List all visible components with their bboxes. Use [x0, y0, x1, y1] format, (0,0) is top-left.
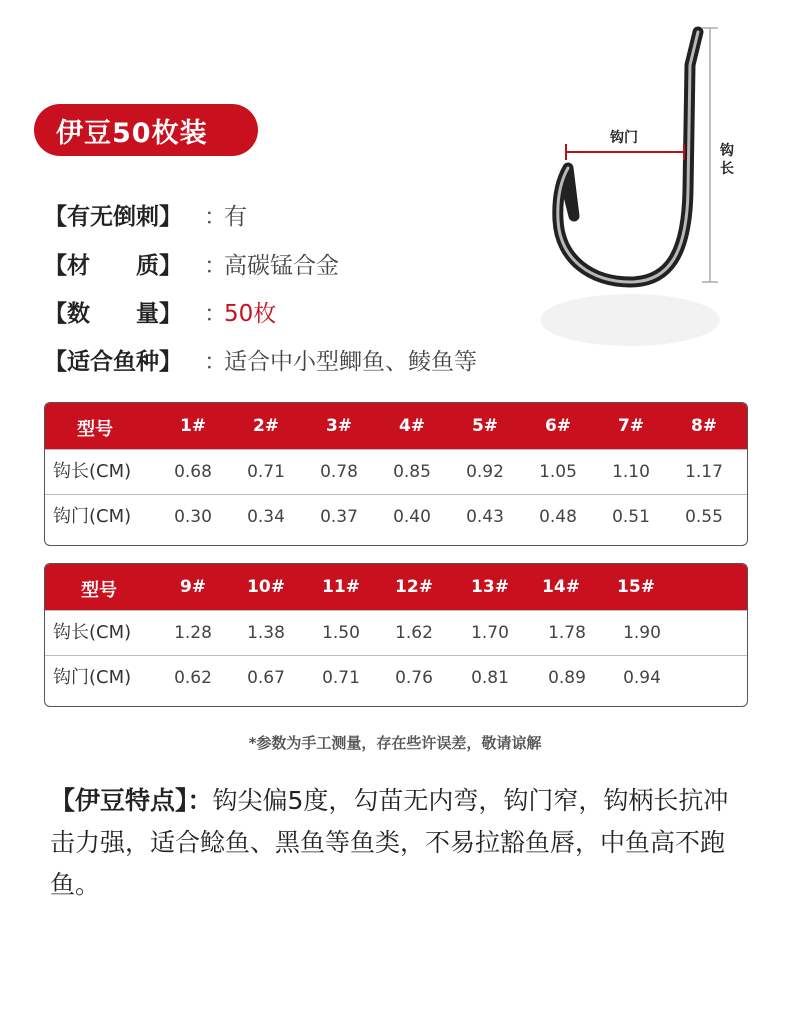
- table-cell: 0.94: [623, 668, 661, 688]
- header-cell: 5#: [471, 416, 499, 436]
- header-cell: 10#: [247, 577, 285, 597]
- table-cell: 0.51: [612, 507, 650, 527]
- spec-table-1: [44, 402, 748, 546]
- header-cell: 8#: [690, 416, 718, 436]
- table-cell: 0.48: [539, 507, 577, 527]
- features-label: 【伊豆特点】：: [50, 786, 213, 815]
- header-cell: 15#: [617, 577, 655, 597]
- table-cell: 0.89: [548, 668, 586, 688]
- product-title: 伊豆50枚装: [56, 117, 208, 149]
- table-cell: 0.78: [320, 462, 358, 482]
- spec-label: 【适合鱼种】: [44, 348, 182, 375]
- row-label: 钩长(CM): [53, 622, 132, 643]
- hook-icon: [558, 32, 698, 282]
- table-row: [45, 449, 747, 494]
- spec-value: 50枚: [224, 300, 277, 327]
- table-cell: 1.70: [471, 623, 509, 643]
- spec-row-fish: [44, 342, 477, 376]
- measurement-note: *参数为手工测量，存在些许误差，敬请谅解: [248, 734, 542, 752]
- table-cell: 0.68: [174, 462, 212, 482]
- header-cell: 14#: [542, 577, 580, 597]
- spec-value: 高碳锰合金: [224, 252, 339, 279]
- features-paragraph: [50, 780, 750, 906]
- table-cell: 0.76: [395, 668, 433, 688]
- table-row: [45, 610, 747, 655]
- header-cell: 7#: [617, 416, 645, 436]
- row-label: 钩长(CM): [53, 461, 132, 482]
- spec-label: 【有无倒刺】: [44, 203, 182, 230]
- header-cell: 4#: [398, 416, 426, 436]
- table-cell: 1.28: [174, 623, 212, 643]
- header-cell: 6#: [544, 416, 572, 436]
- table-header: [45, 403, 747, 449]
- length-label-2: 长: [720, 161, 734, 177]
- spec-label: 【材 质】: [44, 252, 182, 279]
- table-cell: 0.71: [247, 462, 285, 482]
- table-cell: 0.43: [466, 507, 504, 527]
- table-cell: 1.17: [685, 462, 723, 482]
- table-cell: 0.67: [247, 668, 285, 688]
- table-cell: 1.10: [612, 462, 650, 482]
- header-cell: 9#: [179, 577, 207, 597]
- table-cell: 0.40: [393, 507, 431, 527]
- table-header: [45, 564, 747, 610]
- features-text: 钩尖偏5度，勾苗无内弯，钩门窄，钩柄长抗冲击力强，适合鲶鱼、黑鱼等鱼类，不易拉豁鱼唇，中鱼高不跑鱼。: [50, 786, 729, 899]
- header-cell: 12#: [395, 577, 433, 597]
- table-cell: 0.81: [471, 668, 509, 688]
- table-cell: 1.78: [548, 623, 586, 643]
- table-cell: 1.50: [322, 623, 360, 643]
- table-cell: 0.37: [320, 507, 358, 527]
- length-label-1: 钩: [720, 143, 734, 159]
- spec-label: 【数 量】: [44, 300, 182, 327]
- spec-colon: ：: [204, 300, 227, 327]
- table-cell: 0.34: [247, 507, 285, 527]
- spec-table-2: [44, 563, 748, 707]
- spec-colon: ：: [204, 348, 227, 375]
- row-label: 钩门(CM): [53, 506, 132, 527]
- spec-value: 适合中小型鲫鱼、鲮鱼等: [224, 348, 477, 375]
- spec-row-material: [44, 246, 339, 280]
- table-cell: 1.05: [539, 462, 577, 482]
- table-row: [45, 655, 747, 700]
- spec-value: 有: [224, 203, 247, 230]
- table-cell: 1.90: [623, 623, 661, 643]
- table-cell: 1.38: [247, 623, 285, 643]
- table-cell: 0.92: [466, 462, 504, 482]
- spec-row-barb: [44, 197, 247, 231]
- header-cell-model: 型号: [77, 419, 113, 440]
- gap-label: 钩门: [610, 130, 638, 146]
- spec-colon: ：: [204, 203, 227, 230]
- header-cell: 13#: [471, 577, 509, 597]
- header-cell: 3#: [325, 416, 353, 436]
- row-label: 钩门(CM): [53, 667, 132, 688]
- header-cell-model: 型号: [81, 580, 117, 601]
- hook-diagram: [520, 20, 780, 350]
- spec-row-quantity: [44, 294, 276, 328]
- header-cell: 2#: [252, 416, 280, 436]
- header-cell: 11#: [322, 577, 360, 597]
- table-cell: 0.85: [393, 462, 431, 482]
- table-cell: 0.30: [174, 507, 212, 527]
- table-cell: 1.62: [395, 623, 433, 643]
- table-cell: 0.55: [685, 507, 723, 527]
- spec-colon: ：: [204, 252, 227, 279]
- table-row: [45, 494, 747, 539]
- table-cell: 0.62: [174, 668, 212, 688]
- product-title-badge: [34, 104, 258, 156]
- header-cell: 1#: [179, 416, 207, 436]
- table-cell: 0.71: [322, 668, 360, 688]
- hook-shadow: [540, 294, 720, 346]
